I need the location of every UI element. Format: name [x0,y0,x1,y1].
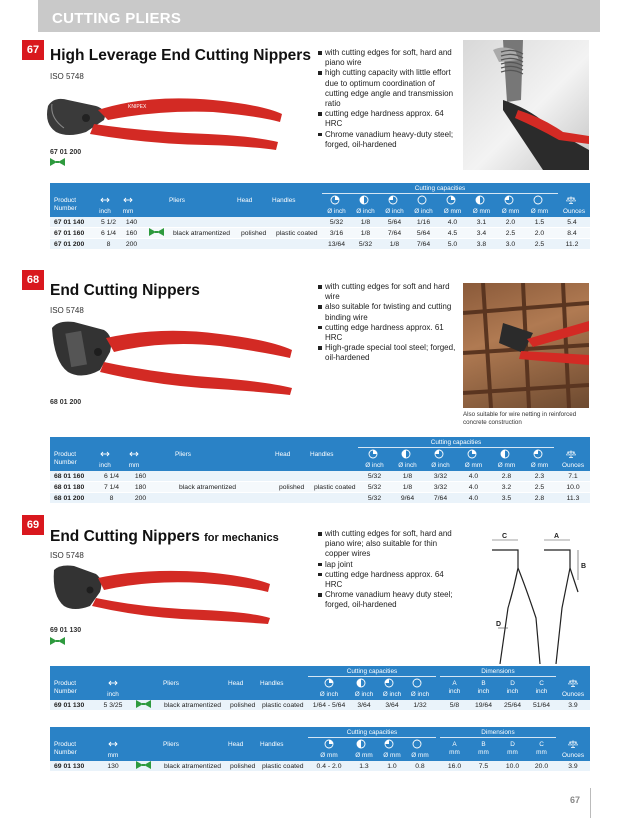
cell-dim: 16.0 [447,762,462,770]
dim-unit: inch [448,688,461,695]
cell-mm: 180 [134,483,147,491]
piano-wire-icon [412,739,422,749]
cell-cap: 3.8 [476,240,487,248]
col-number: Number [54,749,77,756]
diagram-label-c: C [502,533,508,540]
medium-wire-icon [356,678,366,688]
table-header [50,666,590,700]
table-row [50,239,590,250]
cap-unit: Ø mm [497,462,516,469]
col-len-unit: mm [107,752,119,759]
medium-wire-icon [475,195,485,205]
cell-cap: 1/8 [360,229,371,237]
cell-cap: 2.0 [534,229,545,237]
cell-head: polished [230,762,256,770]
cell-cap: 9/64 [400,494,415,502]
cap-unit: Ø inch [356,208,375,215]
product-title: High Leverage End Cutting Nippers [50,47,311,64]
col-ounces: Ounces [562,208,586,215]
product-code: 67 01 200 [50,149,82,156]
col-head: Head [228,680,244,687]
cell-ounces: 5.4 [567,218,577,226]
cap-unit: Ø mm [501,208,520,215]
col-len-unit: inch [107,691,119,698]
length-arrow-icon [100,195,110,205]
feature-item: cutting edge hardness approx. 64 HRC [318,570,458,590]
spec-table [50,666,590,711]
col-product: Product [54,451,77,458]
cell-dim: 51/64 [532,701,550,709]
cell-cap: 5/32 [367,494,382,502]
feature-item: high cutting capacity with little effort due to optimum coordination of cutting edge angle and transmission ratio [318,68,458,109]
cell-cap: 1/32 [413,701,427,709]
feature-item: cutting edge hardness approx. 64 HRC [318,109,458,129]
cap-unit: Ø mm [464,462,483,469]
cell-cap: 2.5 [534,240,545,248]
table-header [50,437,590,471]
col-head: Head [228,741,244,748]
cell-length: 130 [107,762,119,770]
cell-dim: 7.5 [478,762,489,770]
cell-inch: 8 [106,240,111,248]
cell-cap: 2.3 [534,472,545,480]
dim-unit: inch [477,688,490,695]
cell-cap: 4.0 [468,483,479,491]
weight-scale-icon [568,678,578,688]
cell-number: 68 01 200 [54,494,85,502]
cell-pliers: black atramentized [173,229,231,237]
cell-cap: 2.8 [501,472,512,480]
page-edge-line [590,788,591,818]
cell-pliers: black atramentized [164,701,222,709]
cell-number: 68 01 180 [54,483,85,491]
cell-cap: 5/32 [367,483,382,491]
col-ounces: Ounces [561,462,585,469]
dim-unit: mm [536,749,547,756]
cell-ounces: 11.2 [565,240,579,248]
cell-mm: 160 [134,472,147,480]
cell-inch: 8 [109,494,114,502]
medium-wire-icon [500,449,510,459]
col-mm: mm [128,462,140,469]
cell-cap: 1/8 [360,218,371,226]
cell-cap: 3.5 [501,494,512,502]
soft-wire-icon [446,195,456,205]
feature-item: Chrome vanadium heavy duty steel; forged, oil-hardened [318,590,458,610]
col-cutting-capacities: Cutting capacities [346,729,398,736]
feature-item: cutting edge hardness approx. 61 HRC [318,323,458,343]
col-dimensions: Dimensions [481,668,515,675]
spec-table [50,727,590,772]
cap-unit: Ø inch [431,462,450,469]
cell-cap: 3/64 [385,701,399,709]
cell-handles: plastic coated [262,762,304,770]
cell-ounces: 8.4 [567,229,577,237]
cell-number: 69 01 130 [54,701,85,709]
cell-cap: 1/64 - 5/64 [312,701,346,709]
col-mm: mm [122,208,134,215]
photo-caption: Also suitable for wire netting in reinforced concrete construction [463,411,577,426]
table-row [50,482,590,493]
hard-wire-icon [434,449,444,459]
cell-dim: 25/64 [503,701,521,709]
cell-cap: 4.0 [447,218,458,226]
dimension-diagram [478,528,590,664]
cell-cap: 3/32 [433,483,448,491]
col-pliers: Pliers [175,451,191,458]
green-approval-icon [50,158,65,166]
cell-cap: 2.8 [534,494,545,502]
spec-table [50,183,590,250]
cap-unit: Ø inch [398,462,417,469]
cap-unit: Ø mm [383,752,401,759]
feature-item: lap joint [318,560,458,570]
iso-standard: ISO 5748 [50,551,84,560]
medium-wire-icon [356,739,366,749]
length-arrow-icon [129,449,139,459]
diagram-label-d: D [496,621,502,628]
soft-wire-icon [324,739,334,749]
col-ounces: Ounces [561,752,585,759]
cell-pliers: black atramentized [179,483,237,491]
cell-cap: 1/8 [402,472,413,480]
diagram-label-a: A [554,533,560,540]
cell-cap: 1/8 [389,240,400,248]
table-header [50,727,590,761]
iso-standard: ISO 5748 [50,306,84,315]
feature-list [318,529,458,611]
col-pliers: Pliers [163,741,179,748]
page-title: CUTTING PLIERS [52,10,182,27]
cell-inch: 6 1/4 [100,229,117,237]
cell-cap: 1.5 [534,218,545,226]
feature-item: with cutting edges for soft, hard and piano wire; also suitable for thin copper wires [318,529,458,560]
cap-unit: Ø inch [365,462,384,469]
length-arrow-icon [108,739,118,749]
cell-ounces: 10.0 [566,483,580,491]
dim-unit: mm [478,749,489,756]
col-handles: Handles [272,197,296,204]
iso-standard: ISO 5748 [50,72,84,81]
product-photo [463,283,589,408]
piano-wire-icon [412,678,422,688]
cell-cap: 2.5 [534,483,545,491]
table-row [50,761,590,772]
table-row [50,493,590,504]
table-row [50,471,590,482]
cell-cap: 5/32 [367,472,382,480]
cell-handles: plastic coated [276,229,318,237]
pliers-image [40,318,295,396]
green-approval-icon [149,228,164,236]
col-number: Number [54,459,77,466]
dim-letter: B [481,680,486,687]
soft-wire-icon [324,678,334,688]
cell-inch: 7 1/4 [103,483,120,491]
pliers-image [44,562,274,624]
cell-ounces: 3.9 [568,762,578,770]
product-photo [463,40,589,170]
table-row [50,700,590,711]
cap-unit: Ø inch [385,208,404,215]
medium-wire-icon [359,195,369,205]
page-number: 67 [569,795,580,805]
section-number-badge: 67 [22,40,44,60]
col-product: Product [54,197,77,204]
section-number-badge: 68 [22,270,44,290]
hard-wire-icon [533,449,543,459]
table-row [50,228,590,239]
soft-wire-icon [330,195,340,205]
cell-dim: 20.0 [534,762,549,770]
col-handles: Handles [260,741,284,748]
cell-cap: 7/64 [387,229,402,237]
col-inch: inch [99,462,111,469]
cell-cap: 1/16 [416,218,431,226]
dim-letter: A [452,741,457,748]
cell-cap: 5/64 [387,218,402,226]
cap-unit: Ø mm [443,208,462,215]
cell-pliers: black atramentized [164,762,222,770]
piano-wire-icon [417,195,427,205]
col-cutting-capacities: Cutting capacities [346,668,398,675]
cell-cap: 5/32 [358,240,373,248]
cell-cap: 3.4 [476,229,487,237]
col-number: Number [54,205,77,212]
table-body [50,471,590,504]
cell-cap: 2.0 [505,218,516,226]
table-header [50,183,590,217]
dim-letter: B [481,741,486,748]
cell-cap: 3.2 [501,483,512,491]
section-number-badge: 69 [22,515,44,535]
product-code: 69 01 130 [50,627,82,634]
cell-cap: 0.4 - 2.0 [316,762,342,770]
col-cutting-capacities: Cutting capacities [414,185,466,192]
feature-item: with cutting edges for soft, hard and piano wire [318,48,458,68]
medium-wire-icon [401,449,411,459]
length-arrow-icon [123,195,133,205]
col-number: Number [54,688,77,695]
col-cutting-capacities: Cutting capacities [430,439,482,446]
col-pliers: Pliers [169,197,185,204]
length-arrow-icon [108,678,118,688]
cap-unit: Ø mm [530,208,549,215]
soft-wire-icon [467,449,477,459]
cap-unit: Ø inch [319,691,339,698]
weight-scale-icon [568,739,578,749]
cell-inch: 6 1/4 [103,472,120,480]
cell-cap: 7/64 [416,240,431,248]
col-inch: inch [99,208,111,215]
weight-scale-icon [566,195,576,205]
cell-head: polished [230,701,256,709]
pliers-image [38,88,288,153]
col-handles: Handles [260,680,284,687]
table-row [50,217,590,228]
hard-wire-icon [384,678,394,688]
weight-scale-icon [566,449,576,459]
cell-head: polished [241,229,267,237]
cell-length: 5 3/25 [103,701,123,709]
cell-number: 68 01 160 [54,472,85,480]
cap-unit: Ø mm [530,462,549,469]
cap-unit: Ø inch [410,691,430,698]
cell-cap: 13/64 [327,240,345,248]
cell-handles: plastic coated [314,483,356,491]
cell-number: 69 01 130 [54,762,85,770]
green-approval-icon [136,761,151,769]
diagram-label-b: B [581,563,587,570]
cell-cap: 0.8 [415,762,425,770]
dim-letter: C [539,680,544,687]
feature-list [318,282,458,364]
page-header-bar [38,0,600,32]
hard-wire-icon [388,195,398,205]
cell-cap: 3/64 [357,701,371,709]
spec-table [50,437,590,504]
cell-cap: 3/32 [433,472,448,480]
cell-cap: 1.3 [359,762,369,770]
cell-cap: 5/64 [416,229,431,237]
cell-cap: 4.0 [468,472,479,480]
cell-cap: 3.0 [505,240,516,248]
col-ounces: Ounces [561,691,585,698]
cap-unit: Ø inch [354,691,374,698]
dim-letter: C [539,741,544,748]
cell-cap: 1/8 [402,483,413,491]
table-body [50,217,590,250]
product-title: End Cutting Nippers for mechanics [50,528,279,545]
cell-cap: 2.5 [505,229,516,237]
cap-unit: Ø inch [327,208,346,215]
col-dimensions: Dimensions [481,729,515,736]
green-approval-icon [136,700,151,708]
cell-handles: plastic coated [262,701,304,709]
col-head: Head [237,197,253,204]
dim-unit: mm [449,749,460,756]
green-approval-icon [50,637,65,645]
cell-ounces: 3.9 [568,701,578,709]
cell-cap: 5.0 [447,240,458,248]
cell-ounces: 11.3 [566,494,580,502]
svg-text:KNIPEX: KNIPEX [128,104,147,110]
cell-dim: 5/8 [449,701,460,709]
cap-unit: Ø mm [320,752,338,759]
col-pliers: Pliers [163,680,179,687]
col-product: Product [54,741,77,748]
feature-item: also suitable for twisting and cutting binding wire [318,302,458,322]
cell-mm: 200 [134,494,147,502]
dim-unit: inch [506,688,519,695]
col-product: Product [54,680,77,687]
cell-ounces: 7.1 [568,472,578,480]
cell-number: 67 01 160 [54,229,85,237]
col-head: Head [275,451,291,458]
cell-cap: 3.1 [476,218,487,226]
length-arrow-icon [100,449,110,459]
dim-unit: mm [507,749,518,756]
cell-head: polished [279,483,305,491]
product-code: 68 01 200 [50,399,82,406]
dim-letter: D [510,741,515,748]
cell-cap: 7/64 [433,494,448,502]
feature-item: Chrome vanadium heavy-duty steel; forged, oil-hardened [318,130,458,150]
cell-cap: 5/32 [329,218,344,226]
cap-unit: Ø inch [414,208,433,215]
cell-dim: 10.0 [505,762,520,770]
cap-unit: Ø inch [382,691,402,698]
col-handles: Handles [310,451,334,458]
cell-number: 67 01 200 [54,240,85,248]
product-title: End Cutting Nippers [50,282,200,299]
cell-inch: 5 1/2 [100,218,117,226]
dim-letter: D [510,680,515,687]
cell-cap: 4.5 [447,229,458,237]
cell-mm: 160 [125,229,138,237]
cell-cap: 1.0 [387,762,397,770]
feature-list [318,48,458,150]
cell-number: 67 01 140 [54,218,85,226]
cap-unit: Ø mm [355,752,373,759]
cell-dim: 19/64 [474,701,492,709]
hard-wire-icon [384,739,394,749]
feature-item: High-grade special tool steel; forged, oil-hardened [318,343,458,363]
cap-unit: Ø mm [472,208,491,215]
cell-mm: 200 [125,240,138,248]
dim-letter: A [452,680,457,687]
hard-wire-icon [504,195,514,205]
cap-unit: Ø mm [411,752,429,759]
soft-wire-icon [368,449,378,459]
cell-cap: 3/16 [329,229,344,237]
cell-cap: 4.0 [468,494,479,502]
piano-wire-icon [533,195,543,205]
feature-item: with cutting edges for soft and hard wire [318,282,458,302]
dim-unit: inch [535,688,548,695]
cell-mm: 140 [125,218,138,226]
